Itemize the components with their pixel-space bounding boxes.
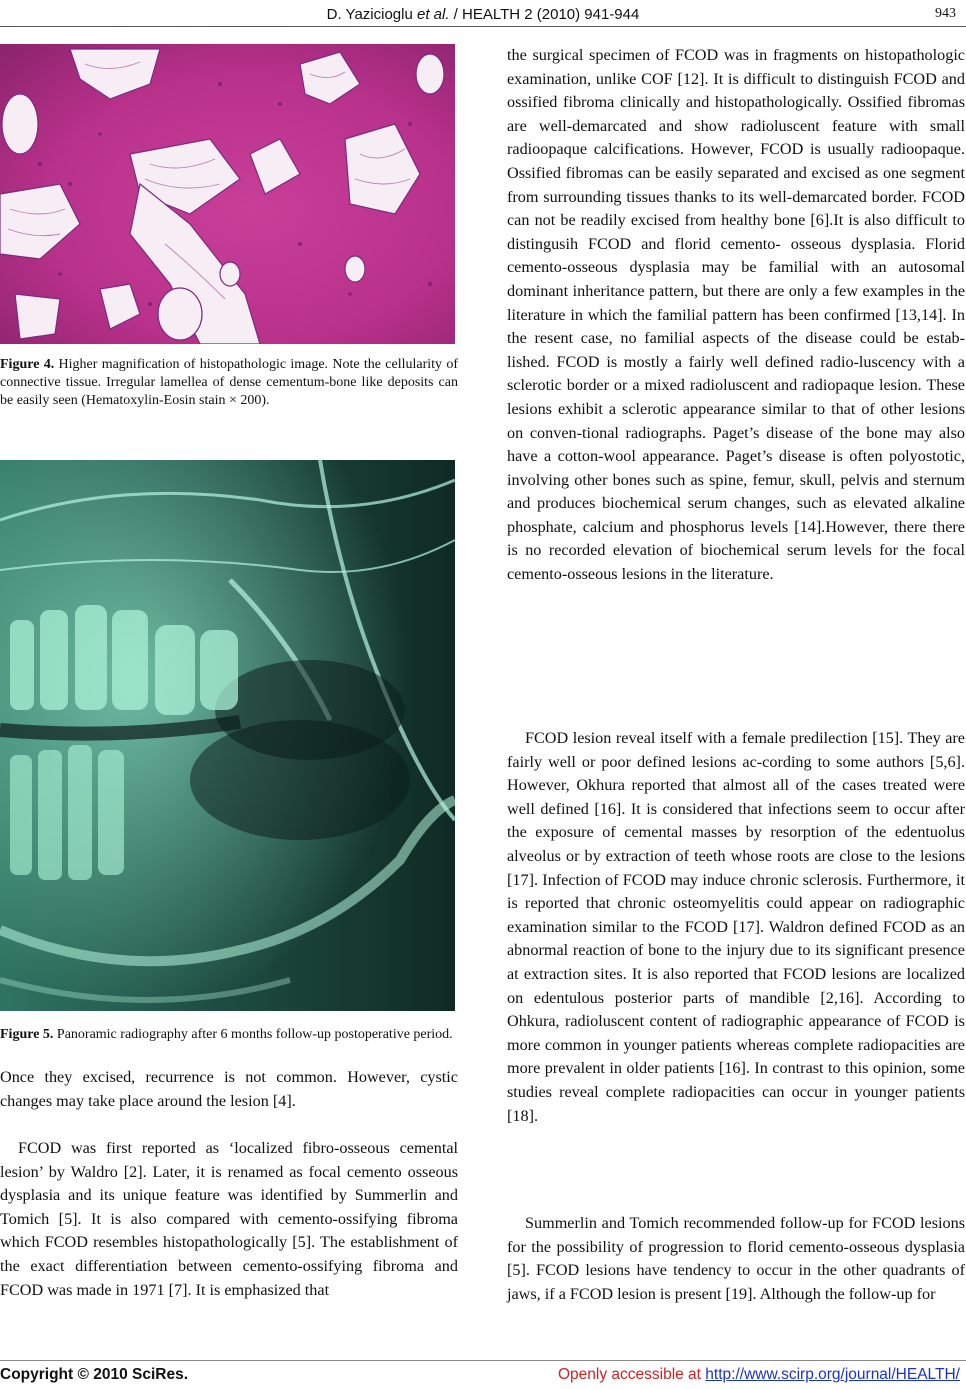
open-access-notice [558, 1366, 960, 1384]
open-access-text: Openly accessible at [557, 1366, 706, 1383]
header-rule [0, 26, 966, 27]
panoramic-xray-icon [0, 460, 455, 1011]
header-etal: et al. [416, 6, 450, 23]
left-paragraph-2: FCOD was first reported as ‘localized fibro-osseous cemental lesion’ by Waldro [2]. Later, it is renamed as focal cemento osseous dysplasia and its unique feature was identified by Summerlin and Tomich [5]. It is also compared with cemento-ossifying fibroma which FCOD resembles histopathologically [5]. The establishment of the exact differentiation between cemento-ossifying fibroma and FCOD was made in 1971 [7]. It is emphasized that [0, 1139, 458, 1299]
figure-4-caption [0, 356, 458, 410]
page-number: 943 [935, 6, 956, 21]
copyright-notice: Copyright © 2010 SciRes. [0, 1366, 189, 1383]
right-paragraph-1: the surgical specimen of FCOD was in fragments on histopathologic examination, unlike COF [12]. It is difficult to distinguish FCOD and ossified fibroma clinically and histopathologically. Ossified fibromas are well-demarcated and show radioluscent feature with small radioopaque calcifications. However, FCOD is usually radioopaque. Ossified fibromas can be easily separated and excised as one segment from surrounding tissues thanks to its well-demarcated border. FCOD can not be readily excised from healthy bone [6].It is also difficult to distingusih FCOD and florid cemento- osseous dysplasia. Florid cemento-osseous dysplasia may be familial with an autosomal dominant inheritance pattern, but there are only a few examples in the literature in which the familial pattern has been confirmed [13,14]. In the resent case, no familial aspects of the disease could be estab-lished. FCOD is mostly a fairly well defined radio-luscency with a sclerotic border or a mixed radioluscent and radiopaque lesion. These lesions exhibit a sclerotic appearance similar to that of other lesions on conven-tional radiographs. Paget’s disease of the bone may also have a cotton-wool appearance. Paget’s disease is often polyostotic, involving other bones such as spine, femur, skull, pelvis and sternum and produces biochemical serum changes, such as elevated alkaline phosphate, calcium and phosphorus levels [14].However, there there is no recorded elevation of biochemical serum levels for the focal cemento-osseous lesions in the literature. [507, 46, 965, 584]
histology-micrograph-icon [0, 44, 455, 344]
journal-link[interactable]: http://www.scirp.org/journal/HEALTH/ [705, 1366, 960, 1383]
left-paragraph-1: Once they excised, recurrence is not common. However, cystic changes may take place around the lesion [4]. [0, 1068, 458, 1110]
figure-4-label: Figure 4. [0, 357, 55, 372]
running-header [0, 4, 966, 26]
running-title [0, 6, 966, 23]
footer-rule [0, 1360, 966, 1361]
figure-5-label: Figure 5. [0, 1027, 54, 1042]
figure-5-image [0, 460, 455, 1011]
figure-4-image [0, 44, 455, 344]
right-paragraph-2: FCOD lesion reveal itself with a female predilection [15]. They are fairly well or poor defined lesions ac-cording to some authors [5,6]. However, Okhura reported that almost all of the cases treated were well defined [16]. It is considered that infections seem to occur after the exposure of cemental masses by resorption of the edentuolus alveolus or by extraction of teeth whose roots are close to the lesions [17]. Infection of FCOD may induce chronic sclerosis. Furthermore, it is reported that chronic osteomyelitis could appear on radiographic examination similar to the FCOD [17]. Waldron defined FCOD as an abnormal reaction of bone to the injury due to its significant presence at extraction sites. It is also reported that FCOD lesions are localized on edentulous posterior parts of mandible [2,16]. According to Ohkura, radioluscent content of radiographic appearance of FCOD is more common in younger patients whereas complete radiopacities are more prevalent in older patients [16]. In contrast to this opinion, some studies reveal complete radiopacities can occur in younger patients [18]. [507, 729, 965, 1125]
page-footer [0, 1364, 966, 1386]
figure-5-caption [0, 1026, 458, 1044]
header-journal: / HEALTH 2 (2010) 941-944 [449, 6, 640, 23]
figure-5-caption-text: Panoramic radiography after 6 months follow-up postoperative period. [53, 1027, 453, 1042]
right-paragraph-3: Summerlin and Tomich recommended follow-up for FCOD lesions for the possibility of progression to florid cemento-osseous dysplasia [5]. FCOD lesions have tendency to occur in the other quadrants of jaws, if a FCOD lesion is present [19]. Although the follow-up for [507, 1214, 965, 1303]
header-authors: D. Yazicioglu [326, 6, 417, 23]
figure-4-caption-text: Higher magnification of histopathologic image. Note the cellularity of connective tissue. Irregular lamellea of dense cementum-bone like deposits can be easily seen (Hematoxylin-Eosin stain × 200). [0, 357, 458, 408]
